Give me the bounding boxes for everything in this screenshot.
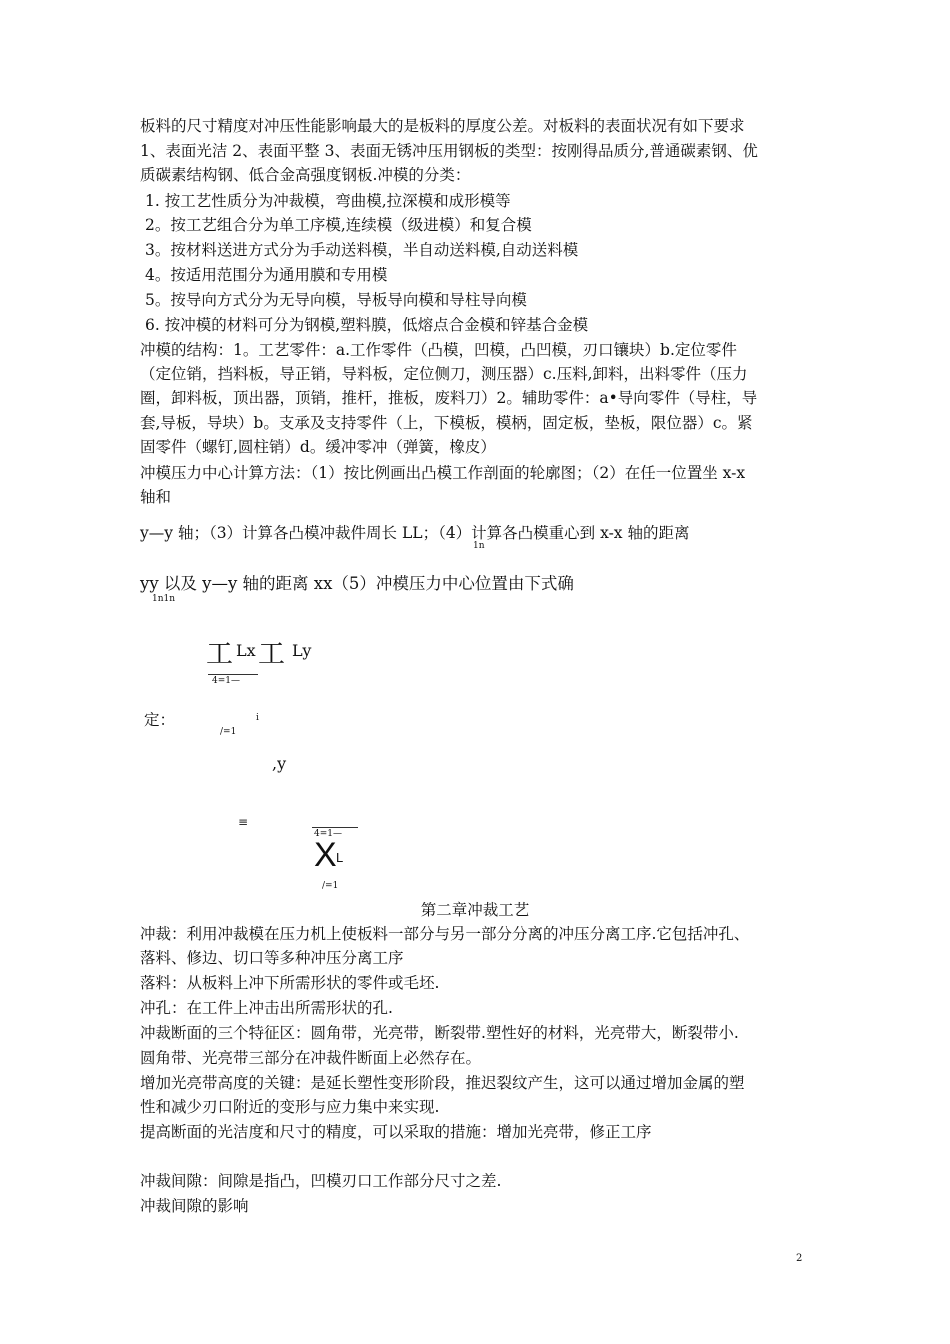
formula-term: Lx bbox=[236, 641, 256, 660]
sum-index: 4=1— bbox=[212, 676, 240, 686]
paragraph-line: 性和减少刃口附近的变形与应力集中来实现. bbox=[140, 1098, 440, 1116]
subscript: L bbox=[336, 850, 344, 865]
sum-index: 4=1— bbox=[314, 829, 342, 839]
paragraph-line: 冲裁：利用冲裁模在压力机上使板料一部分与另一部分分离的冲压分离工序.它包括冲孔、 bbox=[140, 925, 750, 943]
paragraph-line: 冲模的结构：1。工艺零件：a.工作零件（凸模，凹模，凸凹模，刃口镶块）b.定位零件 bbox=[140, 341, 737, 359]
list-item: 5。按导向方式分为无导向模，导板导向模和导柱导向模 bbox=[145, 291, 527, 309]
paragraph-line: 落料：从板料上冲下所需形状的零件或毛坯. bbox=[140, 974, 440, 992]
paragraph-line: 套,导板，导块）b。支承及支持零件（上，下模板，模柄，固定板，垫板，限位器）c。紧 bbox=[140, 414, 753, 432]
paragraph-line: 质碳素结构钢、低合金高强度钢板.冲模的分类： bbox=[140, 166, 471, 184]
formula-term: ,y bbox=[272, 754, 287, 773]
subscript: 1n bbox=[473, 541, 485, 551]
list-item: 3。按材料送进方式分为手动送料模，半自动送料模,自动送料模 bbox=[145, 241, 579, 259]
sum-index: /=1 bbox=[220, 727, 237, 737]
paragraph-line: y—y 轴；（3）计算各凸模冲裁件周长 LL；（4）计算各凸模重心到 x-x 轴的距离 bbox=[140, 524, 690, 542]
formula-symbol: X bbox=[314, 836, 337, 874]
paragraph-line: 增加光亮带高度的关键：是延长塑性变形阶段，推迟裂纹产生，这可以通过增加金属的塑 bbox=[140, 1074, 745, 1092]
paragraph-line: 1、表面光洁 2、表面平整 3、表面无锈冲压用钢板的类型：按刚得品质分,普通碳素钢、优 bbox=[140, 142, 758, 160]
sum-symbol: 工 bbox=[206, 639, 233, 670]
paragraph-line: 固零件（螺钉,圆柱销）d。缓冲零冲（弹簧，橡皮） bbox=[140, 438, 496, 456]
sum-symbol: 工 bbox=[258, 639, 285, 670]
equals-sign: ≡ bbox=[238, 815, 249, 829]
paragraph-line: 冲裁间隙的影响 bbox=[140, 1197, 249, 1215]
paragraph-line: 圈，卸料板，顶出器，顶销，推杆，推板，废料刀）2。辅助零件：a•导向零件（导柱，导 bbox=[140, 389, 758, 407]
list-item: 2。按工艺组合分为单工序模,连续模（级进模）和复合模 bbox=[145, 216, 532, 234]
list-item: 4。按适用范围分为通用膜和专用模 bbox=[145, 266, 388, 284]
chapter-title: 第二章冲裁工艺 bbox=[420, 901, 530, 919]
formula-term: Ly bbox=[292, 641, 312, 660]
paragraph-line: 冲裁断面的三个特征区：圆角带，光亮带，断裂带.塑性好的材料，光亮带大，断裂带小. bbox=[140, 1024, 739, 1042]
paragraph-line: 落料、修边、切口等多种冲压分离工序 bbox=[140, 949, 404, 967]
paragraph-line: 板料的尺寸精度对冲压性能影响最大的是板料的厚度公差。对板料的表面状况有如下要求 bbox=[140, 117, 745, 135]
sum-index: /=1 bbox=[322, 881, 339, 891]
page-number: 2 bbox=[796, 1253, 803, 1264]
paragraph-line: 冲孔：在工件上冲击出所需形状的孔. bbox=[140, 999, 393, 1017]
subscript: i bbox=[256, 713, 259, 723]
paragraph-line: （定位销，挡料板，导正销，导料板，定位侧刀，测压器）c.压料,卸料，出料零件（压力 bbox=[140, 365, 748, 383]
paragraph-line: 轴和 bbox=[140, 488, 172, 506]
fraction-bar bbox=[208, 674, 258, 675]
formula-label: 定： bbox=[144, 711, 176, 729]
paragraph-line: 冲模压力中心计算方法：（1）按比例画出凸模工作剖面的轮廓图；（2）在任一位置坐 x-x bbox=[140, 464, 746, 482]
fraction-bar bbox=[312, 827, 358, 828]
list-item: 6. 按冲模的材料可分为钢模,塑料膜，低熔点合金模和锌基合金模 bbox=[145, 316, 589, 334]
list-item: 1. 按工艺性质分为冲裁模，弯曲模,拉深模和成形模等 bbox=[145, 192, 511, 210]
paragraph-line: yy 以及 y—y 轴的距离 xx（5）冲模压力中心位置由下式确 bbox=[140, 574, 574, 593]
paragraph-line: 提高断面的光洁度和尺寸的精度，可以采取的措施：增加光亮带，修正工序 bbox=[140, 1123, 652, 1141]
paragraph-line: 冲裁间隙：间隙是指凸，凹模刃口工作部分尺寸之差. bbox=[140, 1172, 502, 1190]
subscript: 1n1n bbox=[152, 594, 176, 604]
paragraph-line: 圆角带、光亮带三部分在冲裁件断面上必然存在。 bbox=[140, 1049, 482, 1067]
